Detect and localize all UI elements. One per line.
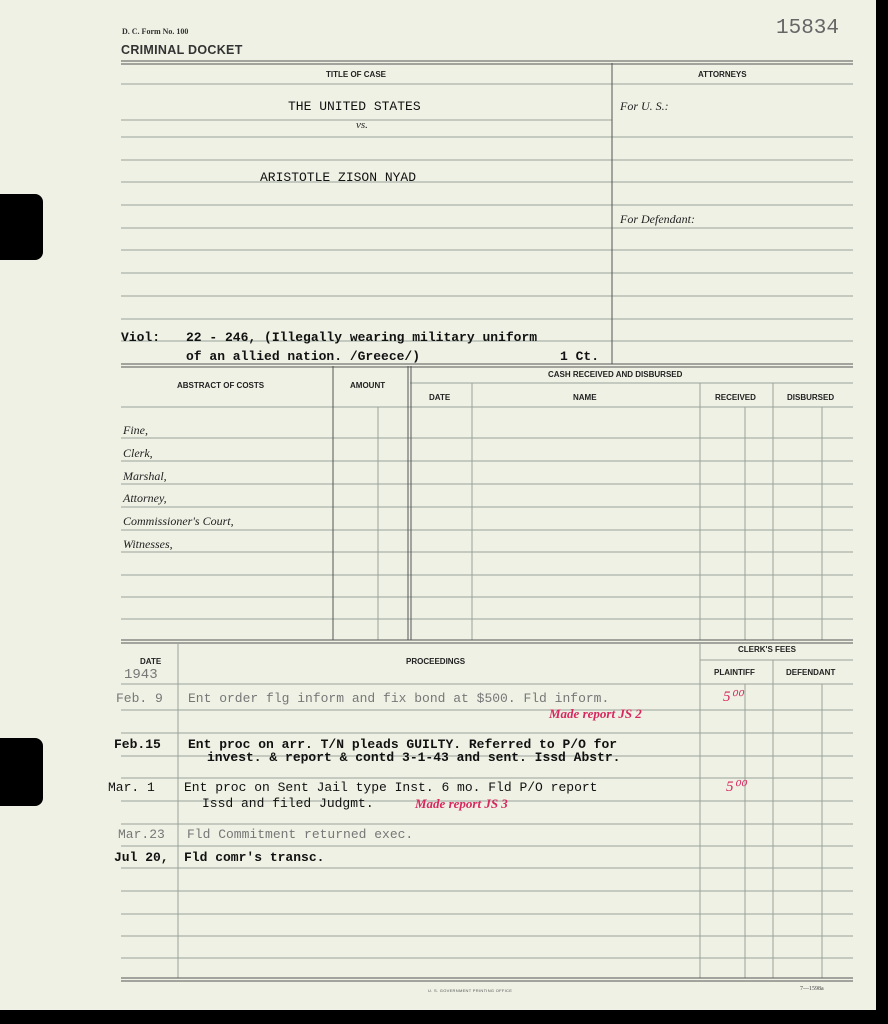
abstract-of-costs-header: ABSTRACT OF COSTS [177, 381, 265, 390]
entry-date: Feb. 9 [116, 691, 163, 706]
plaintiff-name: THE UNITED STATES [288, 99, 421, 114]
cash-disbursed-header: DISBURSED [787, 393, 835, 402]
entry-date: Mar. 1 [108, 780, 155, 795]
attorneys-header: ATTORNEYS [698, 70, 747, 79]
entry-text-cont: Issd and filed Judgmt. [202, 796, 374, 811]
proceedings-year: 1943 [124, 667, 158, 683]
viol-line-1: 22 - 246, (Illegally wearing military uniform [186, 330, 538, 345]
entry-note: Made report JS 2 [549, 706, 642, 721]
printer-line: U. S. GOVERNMENT PRINTING OFFICE [428, 988, 513, 993]
count: 1 Ct. [560, 349, 600, 364]
for-us-label: For U. S.: [620, 99, 669, 113]
form-title: CRIMINAL DOCKET [121, 43, 243, 57]
docket-number: 15834 [776, 17, 840, 40]
proceedings-header: PROCEEDINGS [406, 657, 466, 666]
cash-received-header: RECEIVED [715, 393, 756, 402]
cost-item-witnesses: Witnesses, [123, 537, 173, 551]
entry-text: Ent order flg inform and fix bond at $500. Fld inform. [188, 691, 610, 706]
amount-header: AMOUNT [350, 381, 386, 390]
clerks-fees-header: CLERK'S FEES [738, 645, 796, 654]
cost-item-fine: Fine, [123, 423, 148, 437]
entry-date: Feb.15 [114, 737, 161, 752]
viol-line-2: of an allied nation. /Greece/) [186, 349, 421, 364]
entry-text: Ent proc on arr. T/N pleads GUILTY. Referred to P/O for [188, 737, 618, 752]
cash-name-header: NAME [573, 393, 597, 402]
entry-note: Made report JS 3 [415, 796, 508, 811]
cash-date-header: DATE [429, 393, 451, 402]
cost-item-attorney: Attorney, [123, 491, 167, 505]
fees-defendant-header: DEFENDANT [786, 668, 836, 677]
entry-date: Mar.23 [118, 827, 165, 842]
fees-plaintiff-header: PLAINTIFF [714, 668, 755, 677]
cost-item-commissioners-court: Commissioner's Court, [123, 514, 234, 528]
entry-text: Fld Commitment returned exec. [187, 827, 414, 842]
cost-item-marshal: Marshal, [123, 469, 167, 483]
print-code: 7—1598a [800, 986, 824, 992]
for-defendant-label: For Defendant: [620, 212, 695, 226]
binder-tab-bottom [0, 738, 43, 806]
proceedings-date-header: DATE [140, 657, 162, 666]
versus-label: vs. [356, 119, 368, 131]
entry-fee: 5⁰⁰ [726, 779, 746, 795]
title-of-case-header: TITLE OF CASE [326, 70, 386, 79]
cost-item-clerk: Clerk, [123, 446, 153, 460]
defendant-name: ARISTOTLE ZISON NYAD [260, 170, 417, 185]
entry-date: Jul 20, [114, 850, 169, 865]
entry-text-cont: invest. & report & contd 3-1-43 and sent. Issd Abstr. [207, 750, 621, 765]
binder-tab-top [0, 194, 43, 260]
form-number: D. C. Form No. 100 [122, 27, 189, 36]
entry-text: Ent proc on Sent Jail type Inst. 6 mo. Fld P/O report [184, 780, 598, 795]
entry-text: Fld comr's transc. [184, 850, 325, 865]
entry-fee: 5⁰⁰ [723, 689, 743, 705]
cash-header: CASH RECEIVED AND DISBURSED [548, 370, 683, 379]
viol-label: Viol: [121, 330, 161, 345]
